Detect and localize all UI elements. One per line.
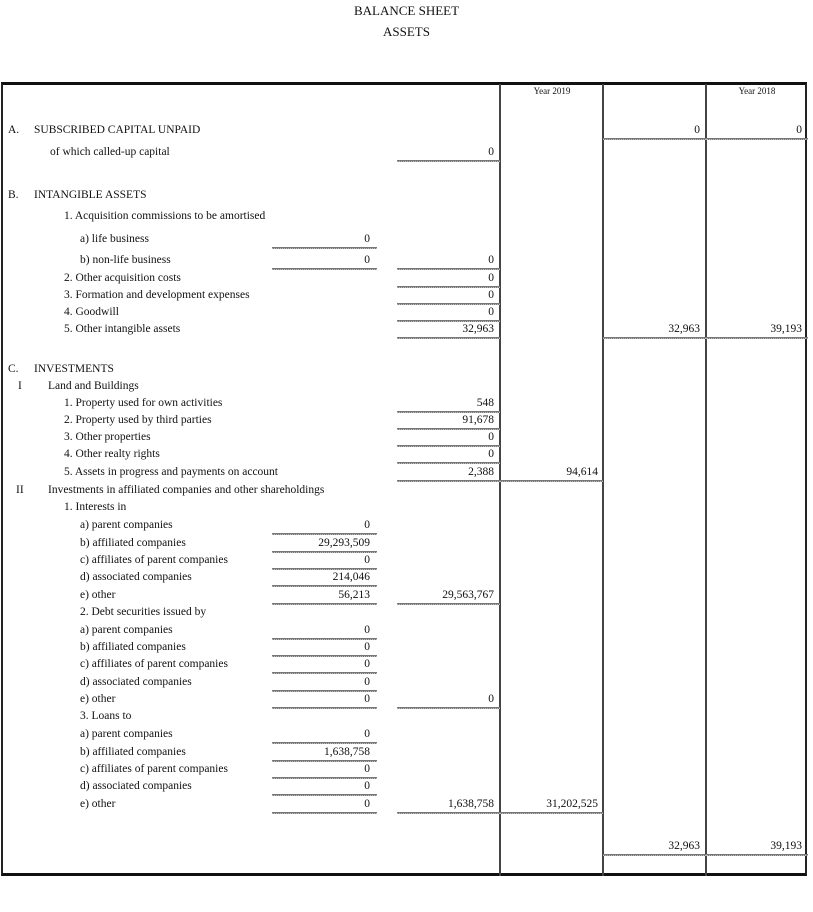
amount-c1: 0 (364, 728, 370, 740)
amount-c4: 32,963 (668, 840, 700, 852)
row-label: d) associated companies (80, 676, 192, 688)
amount-c5: 39,193 (770, 840, 802, 852)
amount-c3: 31,202,525 (546, 798, 598, 810)
row-label: INTANGIBLE ASSETS (34, 189, 147, 201)
row-label: 1. Acquisition commissions to be amortised (64, 210, 266, 222)
row-label: 1. Property used for own activities (64, 397, 223, 409)
row-label: e) other (80, 693, 116, 705)
amount-underline (397, 480, 500, 482)
amount-c1: 0 (364, 233, 370, 245)
amount-underline (603, 854, 706, 856)
row-label: INVESTMENTS (34, 363, 114, 375)
amount-underline (397, 286, 500, 288)
amount-c2: 0 (488, 272, 494, 284)
amount-c1: 29,293,509 (318, 537, 370, 549)
amount-underline (272, 603, 377, 605)
amount-underline (500, 812, 603, 814)
row-label: d) associated companies (80, 780, 192, 792)
amount-underline (603, 337, 706, 339)
amount-c2: 1,638,758 (448, 798, 494, 810)
amount-c5: 0 (796, 124, 802, 136)
amount-underline (397, 707, 500, 709)
row-label: 2. Property used by third parties (64, 414, 212, 426)
amount-underline (397, 812, 500, 814)
row-label: SUBSCRIBED CAPITAL UNPAID (34, 124, 201, 136)
amount-c1: 0 (364, 624, 370, 636)
amount-c1: 0 (364, 658, 370, 670)
column-divider (705, 84, 707, 876)
amount-c3: 94,614 (566, 466, 598, 478)
row-label: a) parent companies (80, 519, 173, 531)
amount-underline (272, 533, 377, 535)
row-label: 5. Other intangible assets (64, 323, 181, 335)
row-label: 2. Debt securities issued by (80, 606, 207, 618)
amount-underline (397, 160, 500, 162)
amount-c1: 214,046 (332, 571, 370, 583)
row-label: b) non-life business (80, 254, 171, 266)
amount-c2: 548 (476, 397, 494, 409)
amount-underline (272, 812, 377, 814)
amount-c1: 0 (364, 693, 370, 705)
row-label: c) affiliates of parent companies (80, 763, 228, 775)
amount-underline (397, 337, 500, 339)
amount-underline (272, 585, 377, 587)
row-label: c) affiliates of parent companies (80, 658, 228, 670)
amount-underline (272, 690, 377, 692)
amount-underline (272, 707, 377, 709)
amount-c2: 0 (488, 431, 494, 443)
amount-c1: 0 (364, 254, 370, 266)
amount-underline (272, 672, 377, 674)
row-label: Investments in affiliated companies and other shareholdings (48, 484, 325, 496)
amount-c2: 0 (488, 693, 494, 705)
amount-c1: 0 (364, 554, 370, 566)
row-section-label: C. (8, 363, 19, 375)
amount-c2: 91,678 (462, 414, 494, 426)
amount-c2: 32,963 (462, 323, 494, 335)
amount-underline (272, 794, 377, 796)
amount-underline (397, 603, 500, 605)
amount-underline (706, 138, 808, 140)
amount-c2: 0 (488, 146, 494, 158)
amount-c4: 32,963 (668, 323, 700, 335)
row-label: 5. Assets in progress and payments on account (64, 466, 278, 478)
page-subtitle: ASSETS (383, 24, 430, 39)
amount-underline (272, 742, 377, 744)
amount-c5: 39,193 (770, 323, 802, 335)
row-section-label: A. (8, 124, 20, 136)
row-label: 1. Interests in (64, 501, 127, 513)
row-label: 4. Other realty rights (64, 448, 160, 460)
column-header-year-2018: Year 2018 (738, 86, 776, 96)
amount-underline (706, 854, 808, 856)
amount-c1: 0 (364, 641, 370, 653)
amount-underline (397, 268, 500, 270)
row-label: Land and Buildings (48, 380, 139, 392)
row-label: b) affiliated companies (80, 537, 186, 549)
row-label: a) parent companies (80, 728, 173, 740)
row-label: 3. Other properties (64, 431, 151, 443)
page-title: BALANCE SHEET (353, 3, 460, 18)
amount-underline (272, 551, 377, 553)
amount-c2: 0 (488, 254, 494, 266)
amount-underline (397, 411, 500, 413)
row-label: d) associated companies (80, 571, 192, 583)
amount-c1: 0 (364, 798, 370, 810)
amount-c1: 0 (364, 676, 370, 688)
amount-underline (397, 303, 500, 305)
amount-underline (272, 247, 377, 249)
amount-underline (500, 480, 603, 482)
amount-c1: 0 (364, 519, 370, 531)
row-label: e) other (80, 798, 116, 810)
row-label: 3. Loans to (80, 710, 132, 722)
amount-c2: 0 (488, 289, 494, 301)
row-label: e) other (80, 589, 116, 601)
amount-underline (272, 638, 377, 640)
amount-underline (603, 138, 706, 140)
row-section-label: I (18, 380, 22, 392)
row-label: c) affiliates of parent companies (80, 554, 228, 566)
amount-underline (397, 462, 500, 464)
row-label: a) parent companies (80, 624, 173, 636)
amount-c1: 1,638,758 (324, 746, 370, 758)
row-label: of which called-up capital (50, 146, 170, 158)
row-label: a) life business (80, 233, 149, 245)
row-label: 2. Other acquisition costs (64, 272, 181, 284)
amount-underline (272, 268, 377, 270)
amount-c2: 0 (488, 306, 494, 318)
column-header-year-2019: Year 2019 (533, 86, 571, 96)
amount-underline (706, 337, 808, 339)
amount-underline (272, 568, 377, 570)
amount-c2: 2,388 (468, 466, 494, 478)
row-label: 3. Formation and development expenses (64, 289, 250, 301)
amount-c2: 0 (488, 448, 494, 460)
row-section-label: II (16, 484, 24, 496)
amount-underline (272, 760, 377, 762)
row-section-label: B. (8, 189, 19, 201)
amount-underline (272, 655, 377, 657)
amount-c4: 0 (694, 124, 700, 136)
amount-c1: 0 (364, 780, 370, 792)
row-label: 4. Goodwill (64, 306, 119, 318)
amount-c2: 29,563,767 (442, 589, 494, 601)
amount-underline (397, 428, 500, 430)
row-label: b) affiliated companies (80, 746, 186, 758)
amount-underline (397, 320, 500, 322)
amount-underline (272, 777, 377, 779)
amount-underline (397, 445, 500, 447)
row-label: b) affiliated companies (80, 641, 186, 653)
amount-c1: 56,213 (338, 589, 370, 601)
amount-c1: 0 (364, 763, 370, 775)
